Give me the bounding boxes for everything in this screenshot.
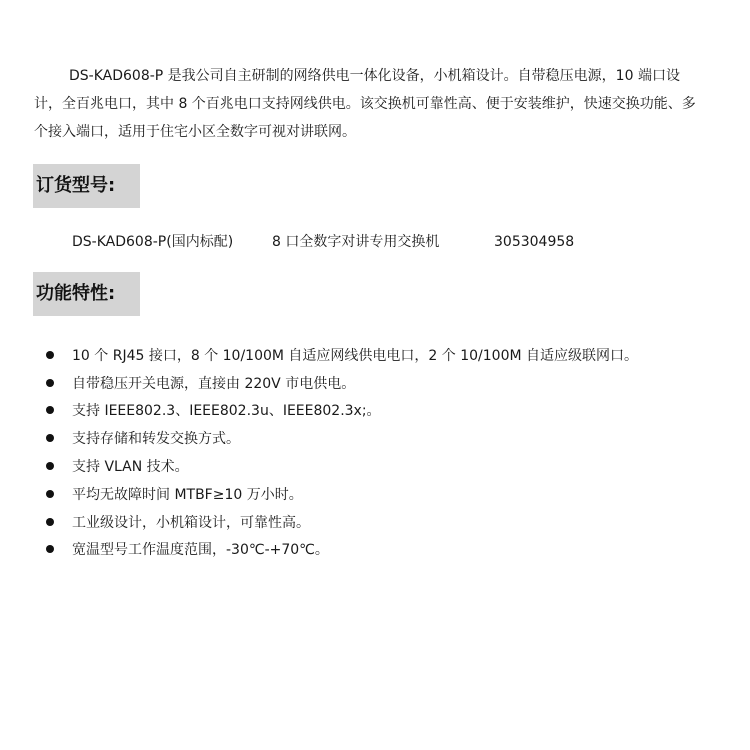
feature-list	[42, 341, 732, 563]
bullet-icon	[46, 406, 54, 414]
order-model: DS-KAD608-P(国内标配)	[72, 234, 234, 250]
list-item	[42, 397, 732, 425]
bullet-icon	[46, 518, 54, 526]
bullet-icon	[46, 490, 54, 498]
list-item	[42, 369, 732, 397]
list-item	[42, 424, 732, 452]
bullet-icon	[46, 351, 54, 359]
feature-text: 支持存储和转发交换方式。	[72, 431, 240, 448]
order-code: 305304958	[494, 234, 575, 250]
feature-text: 10 个 RJ45 接口，8 个 10/100M 自适应网线供电电口，2 个 10/100M 自适应级联网口。	[72, 347, 639, 364]
bullet-icon	[46, 434, 54, 442]
feature-text: 自带稳压开关电源，直接由 220V 市电供电。	[72, 375, 356, 392]
order-row	[72, 230, 574, 254]
bullet-icon	[46, 545, 54, 553]
list-item	[42, 536, 732, 564]
feature-text: 支持 VLAN 技术。	[72, 459, 189, 476]
intro-paragraph: DS-KAD608-P 是我公司自主研制的网络供电一体化设备，小机箱设计。自带稳压电源，10 端口设计，全百兆电口，其中 8 个百兆电口支持网线供电。该交换机可靠性高、便于安装维护，快速交换功能、多个接入端口，适用于住宅小区全数字可视对讲联网。	[34, 68, 696, 140]
order-description: 8 口全数字对讲专用交换机	[272, 234, 440, 250]
features-heading: 功能特性:	[33, 272, 140, 316]
feature-text: 宽温型号工作温度范围，-30℃-+70℃。	[72, 542, 329, 559]
feature-text: 支持 IEEE802.3、IEEE802.3u、IEEE802.3x;。	[72, 403, 381, 420]
bullet-icon	[46, 462, 54, 470]
feature-text: 工业级设计，小机箱设计，可靠性高。	[72, 514, 310, 531]
order-heading: 订货型号:	[33, 164, 140, 208]
feature-text: 平均无故障时间 MTBF≥10 万小时。	[72, 486, 303, 503]
list-item	[42, 480, 732, 508]
list-item	[42, 452, 732, 480]
list-item	[42, 341, 732, 369]
bullet-icon	[46, 379, 54, 387]
list-item	[42, 508, 732, 536]
